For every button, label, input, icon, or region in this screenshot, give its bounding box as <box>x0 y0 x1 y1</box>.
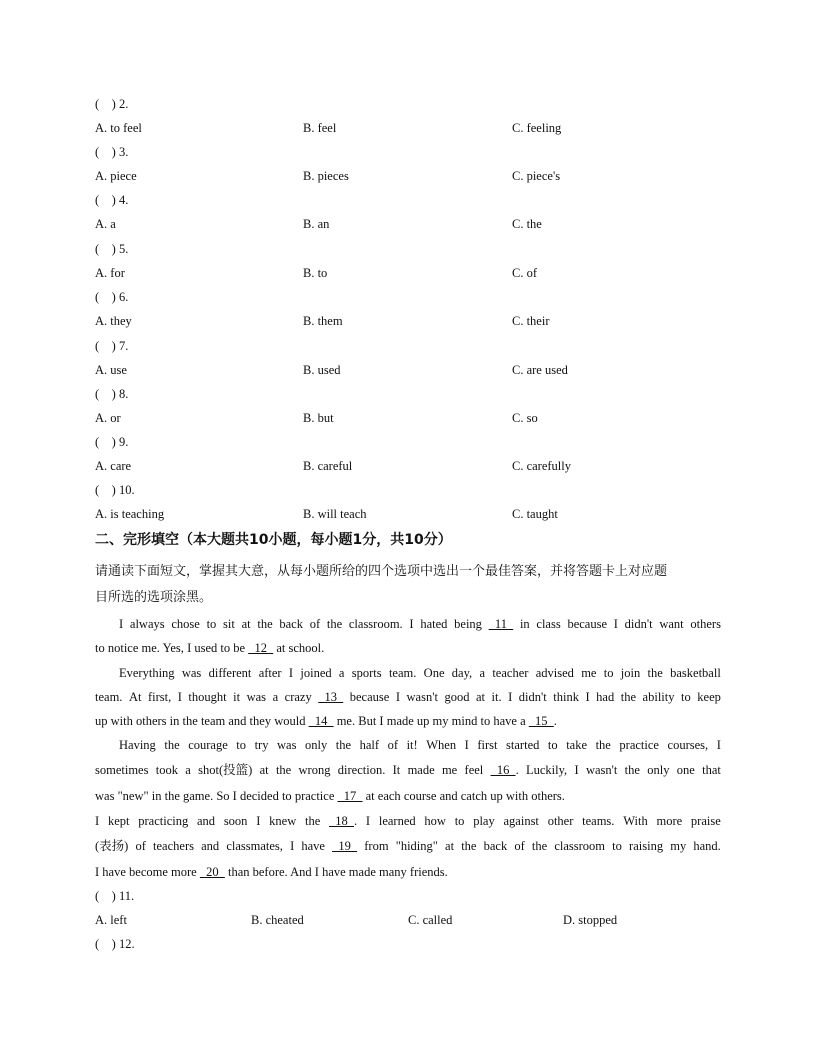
question-number: ( ) 12. <box>95 937 135 951</box>
blank: 18 . <box>329 814 358 828</box>
word: the <box>257 617 273 631</box>
option-b: B. careful <box>303 459 353 473</box>
option-b: B. them <box>303 314 343 328</box>
word: to <box>547 738 558 752</box>
word: more <box>171 865 197 879</box>
word: because <box>567 617 608 631</box>
word: my <box>670 839 687 853</box>
word: up <box>95 714 108 728</box>
word: to <box>454 814 465 828</box>
passage-line <box>95 689 721 705</box>
word: to <box>206 617 217 631</box>
blank <box>489 616 514 632</box>
word: kept <box>107 814 130 828</box>
blank-number: 13 <box>318 690 344 704</box>
word: become <box>129 865 168 879</box>
word: teams. <box>582 814 615 828</box>
word: because <box>349 690 390 704</box>
option-b: B. cheated <box>251 913 304 927</box>
word: have <box>301 839 325 853</box>
option-a: A. piece <box>95 169 137 183</box>
word: I <box>508 690 513 704</box>
option-a: A. they <box>95 314 132 328</box>
word: took <box>155 763 178 777</box>
word: day, <box>451 666 473 680</box>
word: to <box>480 714 491 728</box>
word: praise <box>690 814 721 828</box>
word: think <box>553 690 579 704</box>
word: and <box>201 839 220 853</box>
word: join <box>620 666 641 680</box>
word: half <box>359 738 380 752</box>
word: me. <box>141 641 160 655</box>
word: hand. <box>693 839 721 853</box>
word: in <box>519 617 530 631</box>
question-number: ( ) 2. <box>95 97 129 111</box>
word: have <box>102 865 126 879</box>
word: Having <box>119 738 156 752</box>
option-c: C. of <box>512 266 537 280</box>
option-a: A. for <box>95 266 125 280</box>
word: before. <box>252 865 288 879</box>
word: started <box>506 738 540 752</box>
word: the <box>595 738 611 752</box>
word: "new" <box>117 789 149 803</box>
question-number: ( ) 8. <box>95 387 129 401</box>
word: feel <box>464 763 484 777</box>
word: was <box>95 789 115 803</box>
word: one <box>676 763 695 777</box>
word: keep <box>697 690 721 704</box>
option-c: C. so <box>512 411 538 425</box>
word: But <box>358 714 377 728</box>
word: knew <box>269 814 297 828</box>
word: "hiding" <box>395 839 438 853</box>
word: the <box>647 666 663 680</box>
word: a <box>272 690 279 704</box>
word: from <box>364 839 389 853</box>
word: more <box>656 814 683 828</box>
option-b: B. will teach <box>303 507 367 521</box>
word: the <box>531 839 548 853</box>
word: At <box>128 690 142 704</box>
blank <box>338 789 363 803</box>
word: at <box>276 641 286 655</box>
word: different <box>208 666 252 680</box>
blank-number: 14 <box>308 714 334 728</box>
passage-line <box>95 788 721 804</box>
word: only <box>305 738 328 752</box>
word: joined <box>300 666 332 680</box>
option-a: A. is teaching <box>95 507 165 521</box>
blank <box>309 714 334 728</box>
passage-line <box>119 616 721 632</box>
word: soon <box>223 814 248 828</box>
word: was <box>246 690 267 704</box>
word: each <box>377 789 401 803</box>
word: it! <box>406 738 418 752</box>
word: have <box>493 714 517 728</box>
word: used <box>194 641 218 655</box>
word: up <box>416 714 430 728</box>
word: after <box>258 666 282 680</box>
word: at <box>445 839 455 853</box>
word: classroom <box>554 839 606 853</box>
question-number: ( ) 3. <box>95 145 129 159</box>
word: I <box>716 738 721 752</box>
option-b: B. to <box>303 266 328 280</box>
word: and <box>196 814 216 828</box>
blank: 16 . <box>490 763 519 777</box>
word: back <box>483 839 508 853</box>
option-b: B. feel <box>303 121 337 135</box>
word: my <box>432 714 449 728</box>
word: others <box>690 617 721 631</box>
word: didn't <box>624 617 653 631</box>
word: many <box>379 865 407 879</box>
word: practicing <box>138 814 189 828</box>
word: a <box>185 763 191 777</box>
word: basketball <box>670 666 721 680</box>
word: had <box>596 690 615 704</box>
word: a <box>520 714 526 728</box>
word: the <box>304 814 321 828</box>
word: up <box>490 789 503 803</box>
word: be <box>233 641 246 655</box>
word: in <box>169 714 180 728</box>
word: I <box>574 763 579 777</box>
word: made <box>386 714 414 728</box>
word: to <box>220 641 231 655</box>
word: of <box>514 839 525 853</box>
word: practice <box>619 738 659 752</box>
word: back <box>279 617 303 631</box>
word: teacher <box>492 666 529 680</box>
word: catch <box>460 789 488 803</box>
word: friends. <box>409 865 448 879</box>
word: to <box>603 666 614 680</box>
passage-line <box>95 762 721 778</box>
word: I <box>585 690 590 704</box>
word: wrong <box>298 763 331 777</box>
question-number: ( ) 7. <box>95 339 129 353</box>
word: I <box>409 617 414 631</box>
word: take <box>566 738 588 752</box>
word: first, <box>147 690 172 704</box>
blank-number: 16 <box>490 763 516 777</box>
word: courage <box>188 738 228 752</box>
blank-number: 19 <box>332 839 358 853</box>
word: notice <box>107 641 139 655</box>
option-c: C. are used <box>512 363 568 377</box>
word: school. <box>288 641 325 655</box>
word: So <box>216 789 230 803</box>
option-c: C. taught <box>512 507 558 521</box>
word: that <box>702 763 721 777</box>
word: at <box>259 763 269 777</box>
word: the <box>461 839 477 853</box>
word: course <box>403 789 437 803</box>
word: thought <box>188 690 227 704</box>
word: ability <box>642 690 675 704</box>
option-b: B. but <box>303 411 334 425</box>
word: than <box>227 865 250 879</box>
option-c: C. their <box>512 314 550 328</box>
blank <box>318 689 343 705</box>
word: I <box>232 789 237 803</box>
word: to <box>681 690 691 704</box>
word: first <box>477 738 498 752</box>
passage-line <box>95 713 721 729</box>
option-a: A. to feel <box>95 121 142 135</box>
word: of <box>309 617 321 631</box>
word: to <box>95 641 105 655</box>
word: class <box>536 617 561 631</box>
option-b: B. used <box>303 363 341 377</box>
question-number: ( ) 4. <box>95 193 129 207</box>
word: have <box>322 865 346 879</box>
word: I <box>314 865 319 879</box>
option-d: D. stopped <box>563 913 618 927</box>
word: want <box>659 617 684 631</box>
word: it. <box>491 690 502 704</box>
word: other <box>547 814 574 828</box>
instruction-line-1: 请通读下面短文，掌握其大意，从每小题所给的四个选项中选出一个最佳答案，并将答题卡上对应题 <box>95 564 668 579</box>
option-a: A. care <box>95 459 132 473</box>
word: how <box>424 814 446 828</box>
word: I <box>613 617 618 631</box>
option-c: C. the <box>512 217 542 231</box>
blank <box>332 838 357 854</box>
word: made <box>348 865 376 879</box>
word: team <box>200 714 226 728</box>
word: a <box>479 666 486 680</box>
question-number: ( ) 9. <box>95 435 129 449</box>
word: with <box>110 714 133 728</box>
word: the <box>275 763 292 777</box>
word: classmates, <box>226 839 283 853</box>
word: wasn't <box>406 690 438 704</box>
passage-line <box>95 838 721 854</box>
option-b: B. pieces <box>303 169 349 183</box>
word: the <box>164 738 180 752</box>
word: shot(投篮) <box>198 763 253 777</box>
word: I <box>177 690 182 704</box>
word: in <box>151 789 162 803</box>
passage-line <box>119 665 721 681</box>
word: mind <box>451 714 478 728</box>
option-c: C. called <box>408 913 453 927</box>
blank <box>248 641 273 655</box>
word: the <box>335 738 352 752</box>
option-c: C. feeling <box>512 121 562 135</box>
word: teachers <box>153 839 194 853</box>
blank <box>200 865 225 879</box>
passage-line <box>95 813 721 829</box>
word: try <box>254 738 269 752</box>
word: chose <box>171 617 200 631</box>
word: they <box>249 714 272 728</box>
word: to <box>281 789 292 803</box>
word: crazy <box>284 690 312 704</box>
word: at <box>475 690 485 704</box>
word: was <box>277 738 297 752</box>
word: others. <box>531 789 565 803</box>
word: of <box>135 839 146 853</box>
word: Everything <box>119 666 175 680</box>
blank-number: 12 <box>248 641 274 655</box>
word: to <box>236 738 247 752</box>
word: team. <box>388 666 417 680</box>
word: only <box>647 763 670 777</box>
question-number: ( ) 6. <box>95 290 129 304</box>
passage-line <box>119 737 721 753</box>
word: decided <box>239 789 279 803</box>
word: and <box>228 714 247 728</box>
word: sit <box>223 617 235 631</box>
word: Yes, <box>162 641 184 655</box>
blank-number: 15 <box>528 714 554 728</box>
word: with <box>505 789 529 803</box>
option-a: A. left <box>95 913 127 927</box>
word: against <box>503 814 539 828</box>
instruction-line-2: 目所选的选项涂黑。 <box>95 590 213 605</box>
word: the <box>624 763 640 777</box>
word: wasn't <box>585 763 618 777</box>
blank-number: 17 <box>337 789 363 803</box>
passage-line <box>95 864 721 880</box>
section-heading: 二、完形填空（本大题共10小题，每小题1分，共10分） <box>95 532 452 548</box>
word: When <box>426 738 457 752</box>
word: and <box>439 789 458 803</box>
word: good <box>444 690 470 704</box>
word: didn't <box>518 690 547 704</box>
word: And <box>290 865 312 879</box>
question-number: ( ) 11. <box>95 889 135 903</box>
word: the <box>164 789 180 803</box>
word: advised <box>535 666 574 680</box>
blank-number: 11 <box>488 617 514 631</box>
word: always <box>129 617 165 631</box>
question-number: ( ) 5. <box>95 242 129 256</box>
word: being <box>454 617 482 631</box>
word: sports <box>351 666 382 680</box>
option-a: A. or <box>95 411 121 425</box>
word: Luckily, <box>525 763 568 777</box>
option-c: C. piece's <box>512 169 561 183</box>
word: I <box>379 714 384 728</box>
word: team. <box>95 690 123 704</box>
word: sometimes <box>95 763 149 777</box>
blank-number: 20 <box>199 865 225 879</box>
word: others <box>135 714 167 728</box>
word: was <box>181 666 202 680</box>
word: the <box>620 690 637 704</box>
word: me <box>441 763 458 777</box>
word: play <box>473 814 495 828</box>
word: the <box>326 617 343 631</box>
word: I <box>365 814 371 828</box>
option-b: B. an <box>303 217 330 231</box>
word: I <box>95 865 100 879</box>
word: the <box>182 714 198 728</box>
word: I <box>290 839 295 853</box>
word: hated <box>420 617 448 631</box>
word: of <box>387 738 399 752</box>
word: (表扬) <box>95 839 129 853</box>
word: With <box>623 814 648 828</box>
option-a: A. use <box>95 363 127 377</box>
word: it <box>233 690 241 704</box>
blank: 15 . <box>528 714 557 728</box>
option-c: C. carefully <box>512 459 572 473</box>
word: I <box>187 641 192 655</box>
word: I <box>395 690 400 704</box>
word: practice <box>294 789 335 803</box>
blank-number: 18 <box>329 814 355 828</box>
word: me. <box>336 714 356 728</box>
option-a: A. a <box>95 217 116 231</box>
word: I <box>288 666 294 680</box>
word: One <box>423 666 445 680</box>
passage-line <box>95 640 721 656</box>
word: I <box>256 814 261 828</box>
word: direction. <box>337 763 386 777</box>
word: at <box>241 617 251 631</box>
word: game. <box>183 789 214 803</box>
word: to <box>612 839 622 853</box>
word: me <box>581 666 597 680</box>
word: would <box>274 714 306 728</box>
word: I <box>464 738 469 752</box>
word: I <box>119 617 124 631</box>
word: made <box>407 763 435 777</box>
word: classroom. <box>348 617 403 631</box>
word: courses, <box>667 738 709 752</box>
word: I <box>95 814 100 828</box>
word: raising <box>629 839 664 853</box>
word: learned <box>378 814 416 828</box>
word: It <box>392 763 401 777</box>
word: a <box>338 666 345 680</box>
question-number: ( ) 10. <box>95 483 135 497</box>
word: at <box>365 789 375 803</box>
